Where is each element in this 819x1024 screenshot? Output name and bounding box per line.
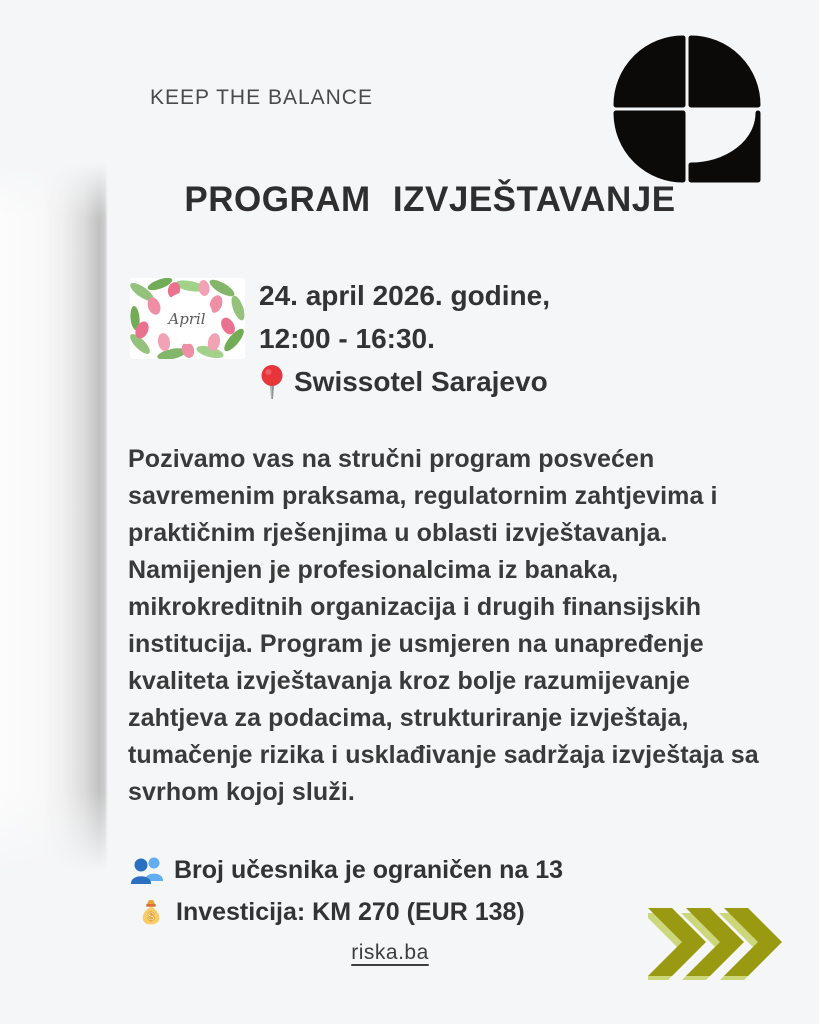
- april-tulips-image: [130, 278, 245, 359]
- triple-chevron-right-icon: [648, 908, 792, 980]
- participants-text: Broj učesnika je ograničen na 13: [174, 855, 564, 884]
- event-location: Swissotel Sarajevo: [294, 366, 548, 397]
- details-block: [130, 850, 563, 932]
- page-edge-shadow: [0, 158, 108, 880]
- event-info: [130, 278, 550, 403]
- event-location-line: [259, 360, 550, 403]
- program-description: Pozivamo vas na stručni program posvećen savremenim praksama, regulatornim zahtjevima i praktičnim rješenjima u oblasti izvještavanja. Namijenjen je profesionalcima iz banaka, mikrokreditnih organizacija i drugih finansijskih institucija. Program je usmjeren na unapređenje kvaliteta izvještavanja kroz bolje razumijevanje zahtjeva za podacima, strukturiranje izvještaja, tumačenje rizika i usklađivanje sadržaja izvještaja sa svrhom kojoj služi.: [128, 445, 759, 806]
- event-date: 24. april 2026. godine,: [259, 280, 551, 311]
- svg-text:$: $: [147, 909, 155, 924]
- website-link[interactable]: riska.ba: [351, 941, 429, 964]
- event-text: [259, 274, 550, 403]
- investment-text: Investicija: KM 270 (EUR 138): [176, 897, 525, 926]
- page-title: PROGRAM IZVJEŠTAVANJE: [184, 180, 676, 219]
- participants-line: [130, 850, 563, 890]
- brand-tagline: KEEP THE BALANCE: [150, 86, 373, 109]
- event-time: 12:00 - 16:30.: [259, 323, 435, 354]
- money-bag-icon: [136, 897, 166, 927]
- participants-icon: [130, 855, 164, 885]
- investment-line: [136, 892, 563, 932]
- april-label: April: [168, 310, 206, 328]
- location-pin-icon: [259, 364, 285, 402]
- keep-the-balance-logo-icon: [612, 34, 762, 184]
